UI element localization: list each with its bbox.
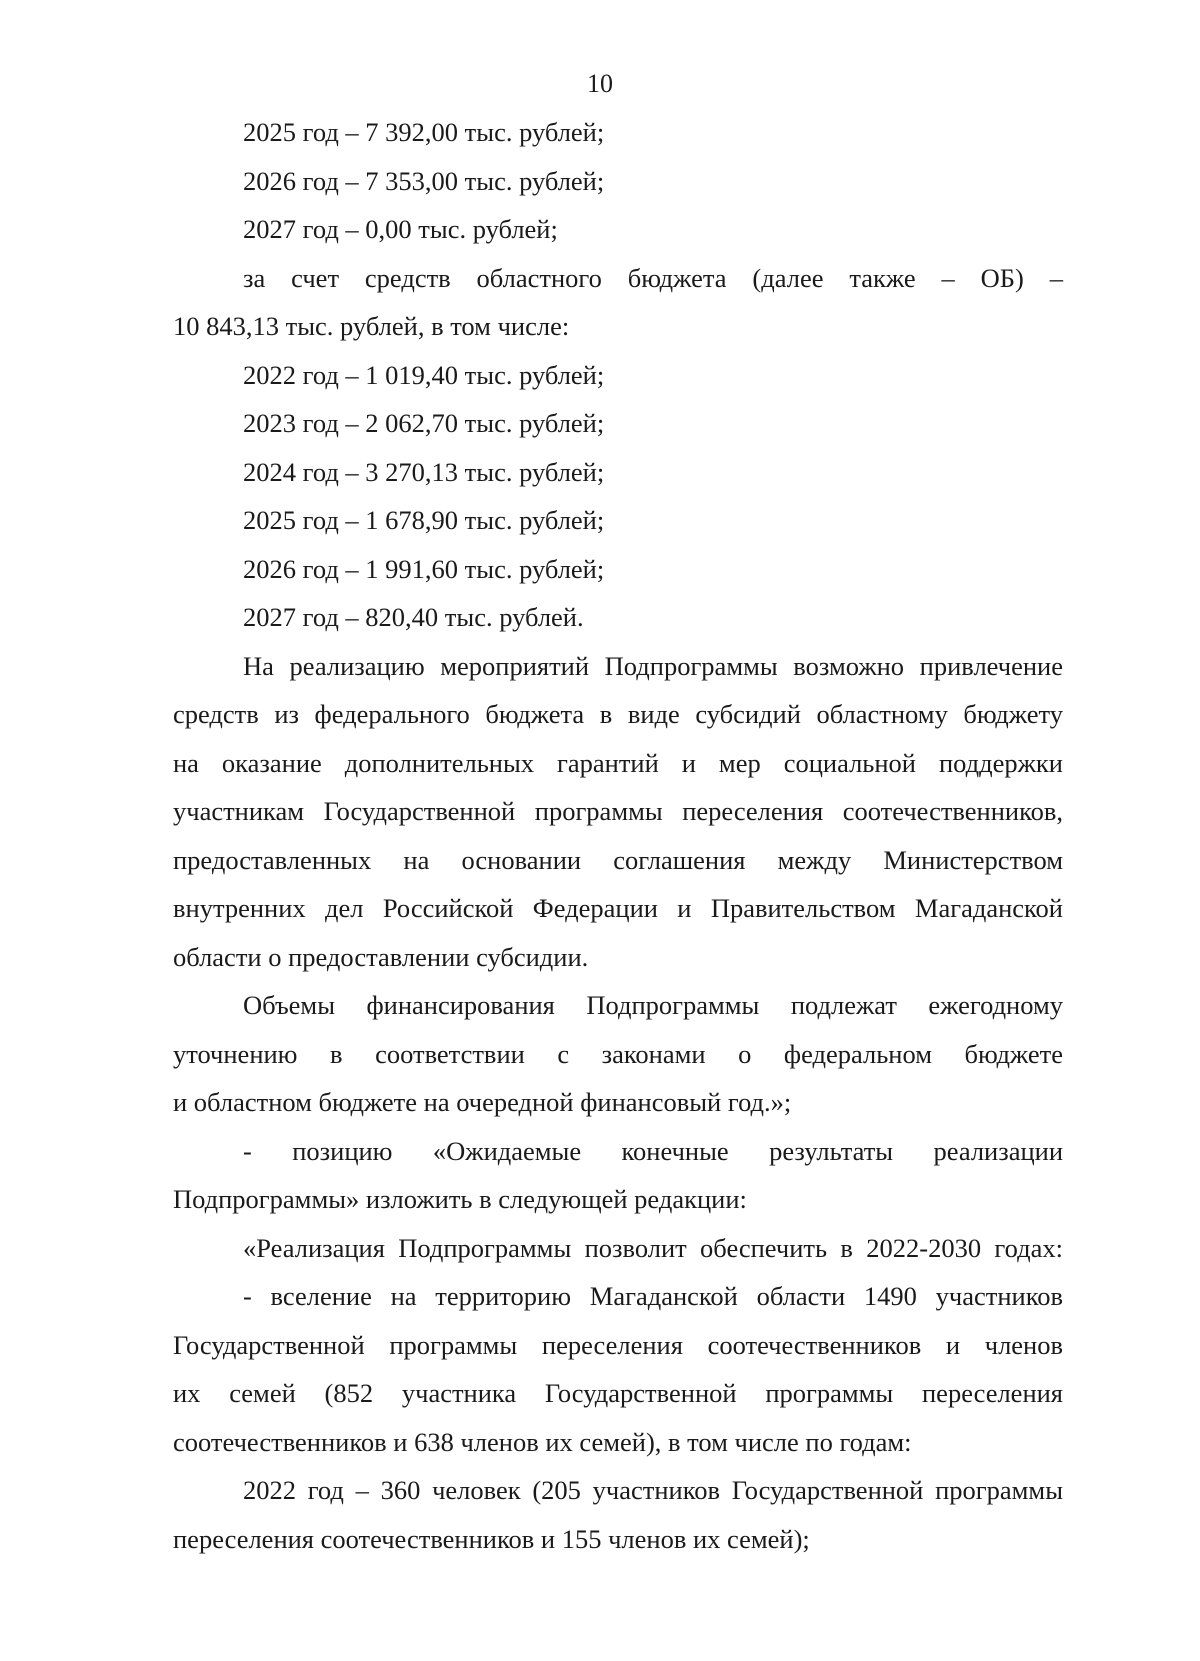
text-line: 10 843,13 тыс. рублей, в том числе: [173,311,570,341]
text-line: области о предоставлении субсидии. [173,941,589,972]
text-line: 2026 год – 7 353,00 тыс. рублей; [243,165,605,196]
text-line: На реализацию мероприятий Подпрограммы возможно привлечение [243,650,1063,681]
text-line: 2023 год – 2 062,70 тыс. рублей; [243,408,605,438]
page-number: 10 [587,69,613,98]
text-line: участникам Государственной программы переселения соотечественников, [173,796,1063,826]
text-line: соотечественников и 638 членов их семей), в том числе по годам: [173,1426,912,1457]
text-line: - позицию «Ожидаемые конечные результаты реализации [243,1135,1063,1166]
text-line: Объемы финансирования Подпрограммы подлежат ежегодному [243,990,1063,1020]
text-line: 2022 год – 1 019,40 тыс. рублей; [243,359,605,390]
text-line: 2025 год – 1 678,90 тыс. рублей; [243,505,605,535]
text-line: переселения соотечественников и 155 членов их семей); [173,1523,810,1554]
text-line: предоставленных на основании соглашения между Министерством [173,844,1063,875]
text-line: «Реализация Подпрограммы позволит обеспечить в 2022-2030 годах: [243,1232,1063,1263]
text-line: их семей (852 участника Государственной программы переселения [173,1378,1063,1408]
text-line: средств из федерального бюджета в виде субсидий областному бюджету [173,699,1063,729]
text-line: 2027 год – 0,00 тыс. рублей; [243,214,558,244]
text-line: Подпрограммы» изложить в следующей редакции: [173,1184,747,1214]
text-line: Государственной программы переселения соотечественников и членов [173,1329,1063,1360]
text-line: на оказание дополнительных гарантий и мер социальной поддержки [173,747,1063,778]
text-line: и областном бюджете на очередной финансовый год.»; [173,1087,792,1117]
text-line: 2027 год – 820,40 тыс. рублей. [243,602,584,632]
text-line: 2025 год – 7 392,00 тыс. рублей; [243,117,605,147]
text-line: 2026 год – 1 991,60 тыс. рублей; [243,553,605,584]
document-body [173,108,1063,1563]
text-line: за счет средств областного бюджета (далее также – ОБ) – [243,262,1063,293]
text-line: 2024 год – 3 270,13 тыс. рублей; [243,456,605,487]
text-line: 2022 год – 360 человек (205 участников Государственной программы [243,1475,1063,1505]
text-line: уточнению в соответствии с законами о федеральном бюджете [173,1038,1063,1069]
text-line: внутренних дел Российской Федерации и Правительством Магаданской [173,893,1063,923]
text-line: - вселение на территорию Магаданской области 1490 участников [243,1281,1063,1311]
